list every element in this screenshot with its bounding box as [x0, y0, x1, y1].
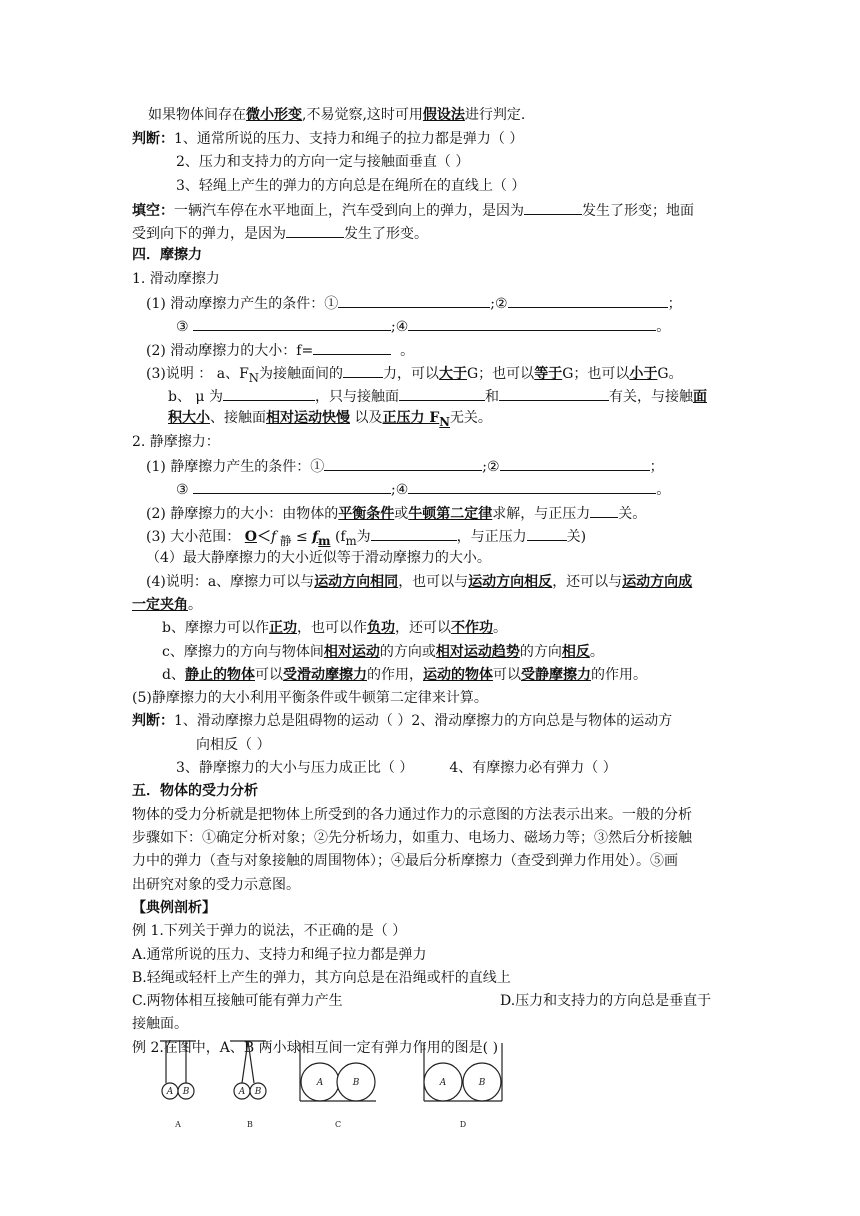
- ball-a-label: A: [238, 1087, 246, 1097]
- note4-a2: [132, 596, 202, 614]
- caption-b: B: [247, 1120, 253, 1129]
- text: ，也可以作: [296, 620, 367, 636]
- blank[interactable]: [408, 479, 656, 494]
- judge1-line3: [176, 177, 525, 195]
- text: 关): [566, 529, 587, 545]
- text: 以及: [350, 410, 383, 426]
- judge-item: 3、轻绳上产生的弹力的方向总是在绳所在的直线上（ ）: [176, 178, 526, 194]
- text: 有关，与接触: [608, 389, 693, 405]
- blank[interactable]: [343, 363, 383, 378]
- text: 一辆汽车停在水平地面上，汽车受到向上的弹力，是因为: [174, 203, 524, 219]
- ball-b-label: B: [182, 1087, 190, 1097]
- blank[interactable]: [408, 316, 656, 331]
- panel-c: [300, 1043, 376, 1101]
- symbol: ≤: [291, 529, 313, 545]
- text: 力，可以: [383, 366, 439, 382]
- text: ；: [649, 459, 664, 475]
- text: (1) 静摩擦力产生的条件：①: [146, 459, 325, 475]
- option-b: B.轻绳或轻杆上产生的弹力，其方向总是在沿绳或杆的直线上: [132, 970, 511, 986]
- blank[interactable]: [223, 386, 315, 401]
- text: ;④: [391, 319, 409, 335]
- text: b、 μ 为: [168, 389, 223, 405]
- text: ③: [176, 319, 189, 335]
- note4-a: [146, 573, 692, 591]
- blank[interactable]: [500, 456, 650, 471]
- string-line: [242, 1041, 248, 1083]
- text: 。: [400, 343, 415, 359]
- text: ，与正压力: [456, 529, 527, 545]
- sliding-note-b: [168, 386, 707, 406]
- text: 如果物体间存在: [148, 107, 246, 123]
- emphasis: 运动方向相同: [314, 574, 399, 590]
- text: (2) 滑动摩擦力的大小：f=: [146, 343, 314, 359]
- emphasis: 小于: [629, 366, 658, 382]
- text: 和: [484, 389, 499, 405]
- text: ;②: [490, 296, 508, 312]
- text: 发生了形变。: [344, 226, 428, 242]
- text: (1) 滑动摩擦力产生的条件：①: [146, 296, 339, 312]
- judge-label: 判断：: [132, 713, 174, 729]
- judge-item: 3、静摩擦力的大小与压力成正比（ ）: [176, 760, 414, 776]
- blank[interactable]: [313, 340, 391, 355]
- text: 。: [589, 644, 604, 660]
- text: d、: [162, 667, 185, 683]
- option-c: C.两物体相互接触可能有弹力产生: [132, 993, 343, 1009]
- judge-item: 1、通常所说的压力、支持力和绳子的拉力都是弹力（ ）: [174, 131, 524, 147]
- text: 的方向或: [379, 644, 436, 660]
- text: (2) 静摩擦力的大小：由物体的: [146, 506, 339, 522]
- judge-item: 2、压力和支持力的方向一定与接触面垂直（ ）: [176, 154, 470, 170]
- text: ，还可以与: [552, 574, 623, 590]
- ball-b-label: B: [478, 1078, 486, 1088]
- emphasis: 不作功: [450, 620, 493, 636]
- emphasis: 运动方向成: [622, 574, 693, 590]
- text: 、接触面: [210, 410, 266, 426]
- caption-d: D: [459, 1120, 467, 1129]
- option-d-cont: 接触面。: [132, 1016, 188, 1032]
- subscript: N: [248, 370, 259, 385]
- static-max: （4）最大静摩擦力的大小近似等于滑动摩擦力的大小。: [146, 550, 491, 566]
- blank[interactable]: [324, 456, 482, 471]
- blank[interactable]: [590, 503, 618, 518]
- blank[interactable]: [286, 223, 344, 238]
- emphasis: 一定夹角: [132, 597, 188, 613]
- note4-d: [162, 666, 647, 684]
- ball-b-label: B: [352, 1078, 360, 1088]
- fill-line2: [132, 223, 428, 243]
- emphasis: O: [244, 529, 257, 545]
- section-5-para-line: 力中的弹力（查与对象接触的周围物体）；④最后分析摩擦力（查受到弹力作用处）。⑤画: [132, 853, 678, 869]
- text: 。: [492, 620, 507, 636]
- text: 关。: [618, 506, 647, 522]
- text: G；也可以: [562, 366, 630, 382]
- static-range: [146, 526, 586, 550]
- blank[interactable]: [399, 386, 485, 401]
- text: 可以: [492, 667, 521, 683]
- subscript: N: [439, 414, 450, 429]
- text: 。: [656, 319, 671, 335]
- caption-a: A: [175, 1120, 181, 1129]
- text: ，也可以与: [398, 574, 469, 590]
- static-cond-line1: [146, 456, 664, 476]
- text: (3)说明 ： a、F: [146, 366, 249, 382]
- text: ③: [176, 482, 189, 498]
- example-2-question: 例 2.在图中，A、B 两小球相互间一定有弹力作用的图是( ): [132, 1040, 499, 1056]
- text: 为接触面间的: [259, 366, 343, 382]
- note5: (5)静摩擦力的大小利用平衡条件或牛顿第二定律来计算。: [132, 690, 488, 706]
- judge1-line1: [132, 130, 523, 148]
- option-d: D.压力和支持力的方向总是垂直于: [500, 993, 712, 1009]
- judge-item: 1、滑动摩擦力总是阻碍物的运动（ ）2、滑动摩擦力的方向总是与物体的运动方: [174, 713, 673, 729]
- ball-a-label: A: [166, 1087, 174, 1097]
- emphasis: 相对运动趋势: [435, 644, 520, 660]
- caption-c: C: [334, 1120, 342, 1129]
- example-1-question: 例 1.下列关于弹力的说法，不正确的是（ ）: [132, 923, 407, 939]
- string-line: [248, 1041, 254, 1083]
- emphasis: 等于: [534, 366, 563, 382]
- sliding-cond-line2: [176, 316, 670, 336]
- emphasis: 牛顿第二定律: [408, 506, 493, 522]
- text: 的方向: [519, 644, 562, 660]
- emphasis: f: [312, 529, 319, 545]
- blank[interactable]: [371, 526, 457, 541]
- note4-c: [162, 643, 604, 661]
- judge-item: 4、有摩擦力必有弹力（ ）: [449, 760, 617, 776]
- text: G。: [657, 366, 683, 382]
- text: (4)说明：a、摩擦力可以与: [146, 574, 315, 590]
- blank[interactable]: [527, 526, 567, 541]
- text: 的作用，: [366, 667, 423, 683]
- sliding-size: [146, 340, 414, 360]
- symbol: ＜: [256, 529, 271, 545]
- subscript: 静: [276, 533, 292, 548]
- text: 发生了形变；地面: [582, 203, 694, 219]
- text: 可以: [254, 667, 283, 683]
- emphasis: 运动的物体: [422, 667, 493, 683]
- blank[interactable]: [524, 200, 582, 215]
- blank[interactable]: [499, 386, 609, 401]
- sliding-note-b2: [168, 409, 492, 431]
- note4-b: [162, 619, 507, 637]
- section-5-para-line: 出研究对象的受力示意图。: [132, 877, 300, 893]
- section-4-title: 四．摩擦力: [132, 247, 202, 263]
- text: ;②: [482, 459, 500, 475]
- fill-line1: [132, 200, 694, 220]
- blank[interactable]: [508, 293, 668, 308]
- section-5-para-line: 物体的受力分析就是把物体上所受到的各力通过作力的示意图的方法表示出来。一般的分析: [132, 807, 692, 823]
- emphasis: 正功: [268, 620, 297, 636]
- section-5-title: 五．物体的受力分析: [132, 783, 258, 799]
- emphasis: 相对运动: [323, 644, 380, 660]
- subscript: m: [345, 533, 357, 548]
- emphasis: 负功: [366, 620, 395, 636]
- subscript: m: [318, 533, 331, 548]
- text: 为: [356, 529, 371, 545]
- example-2-figure: [150, 1037, 510, 1137]
- symbol: f: [270, 529, 277, 545]
- emphasis: 相反: [561, 644, 590, 660]
- text: ，只与接触面: [314, 389, 399, 405]
- option-a: A.通常所说的压力、支持力和绳子拉力都是弹力: [132, 947, 427, 963]
- text: (3) 大小范围：: [146, 529, 245, 545]
- emphasis: 静止的物体: [184, 667, 255, 683]
- emphasis: 受滑动摩擦力: [282, 667, 367, 683]
- emphasis: 积大小: [168, 410, 210, 426]
- blank[interactable]: [338, 293, 490, 308]
- text: ;④: [391, 482, 409, 498]
- text: 。: [188, 597, 202, 613]
- ball-a-label: A: [439, 1078, 447, 1088]
- panel-a: [160, 1041, 196, 1099]
- text: 的作用。: [590, 667, 647, 683]
- text: b、摩擦力可以作: [162, 620, 269, 636]
- ball-b-label: B: [254, 1087, 262, 1097]
- text: 进行判定.: [464, 107, 526, 123]
- text: 求解，与正压力: [492, 506, 591, 522]
- blank[interactable]: [193, 479, 391, 494]
- judge2-line2: 向相反（ ）: [196, 737, 271, 753]
- text: ,不易觉察,这时可用: [302, 107, 423, 123]
- blank[interactable]: [193, 316, 391, 331]
- intro-line: [148, 106, 525, 124]
- emphasis: 运动方向相反: [468, 574, 553, 590]
- emphasis: 大于: [439, 366, 467, 382]
- judge-label: 判断：: [132, 131, 174, 147]
- sub-static: 2. 静摩擦力：: [132, 434, 220, 450]
- text: c、摩擦力的方向与物体间: [162, 644, 324, 660]
- text: ；: [667, 296, 682, 312]
- text: (f: [330, 529, 346, 545]
- examples-title: 【典例剖析】: [132, 900, 216, 916]
- text: ，还可以: [394, 620, 451, 636]
- ball-a-label: A: [316, 1078, 324, 1088]
- sub-sliding: 1. 滑动摩擦力: [132, 271, 220, 287]
- section-5-para-line: 步骤如下：①确定分析对象；②先分析场力，如重力、电场力、磁场力等；③然后分析接触: [132, 830, 692, 846]
- emphasis: 正压力 F: [382, 410, 440, 426]
- text: 无关。: [449, 410, 492, 426]
- text: 。: [656, 482, 671, 498]
- static-cond-line2: [176, 479, 670, 499]
- emphasis: 平衡条件: [338, 506, 395, 522]
- emphasis: 相对运动快慢: [266, 410, 350, 426]
- fill-label: 填空：: [132, 203, 174, 219]
- sliding-cond-line1: [146, 293, 682, 313]
- emphasis: 受静摩擦力: [520, 667, 591, 683]
- emphasis: 微小形变: [246, 107, 302, 123]
- text: 受到向下的弹力，是因为: [132, 226, 286, 242]
- static-size: [146, 503, 646, 523]
- text: 或: [394, 506, 409, 522]
- emphasis: 假设法: [422, 107, 465, 123]
- emphasis: 面: [692, 389, 707, 405]
- judge2-line3: [176, 759, 617, 777]
- judge2-line1: [132, 712, 672, 730]
- sliding-note-a: [146, 363, 683, 387]
- panel-d: [424, 1043, 502, 1101]
- judge1-line2: [176, 153, 469, 171]
- text: G；也可以: [467, 366, 535, 382]
